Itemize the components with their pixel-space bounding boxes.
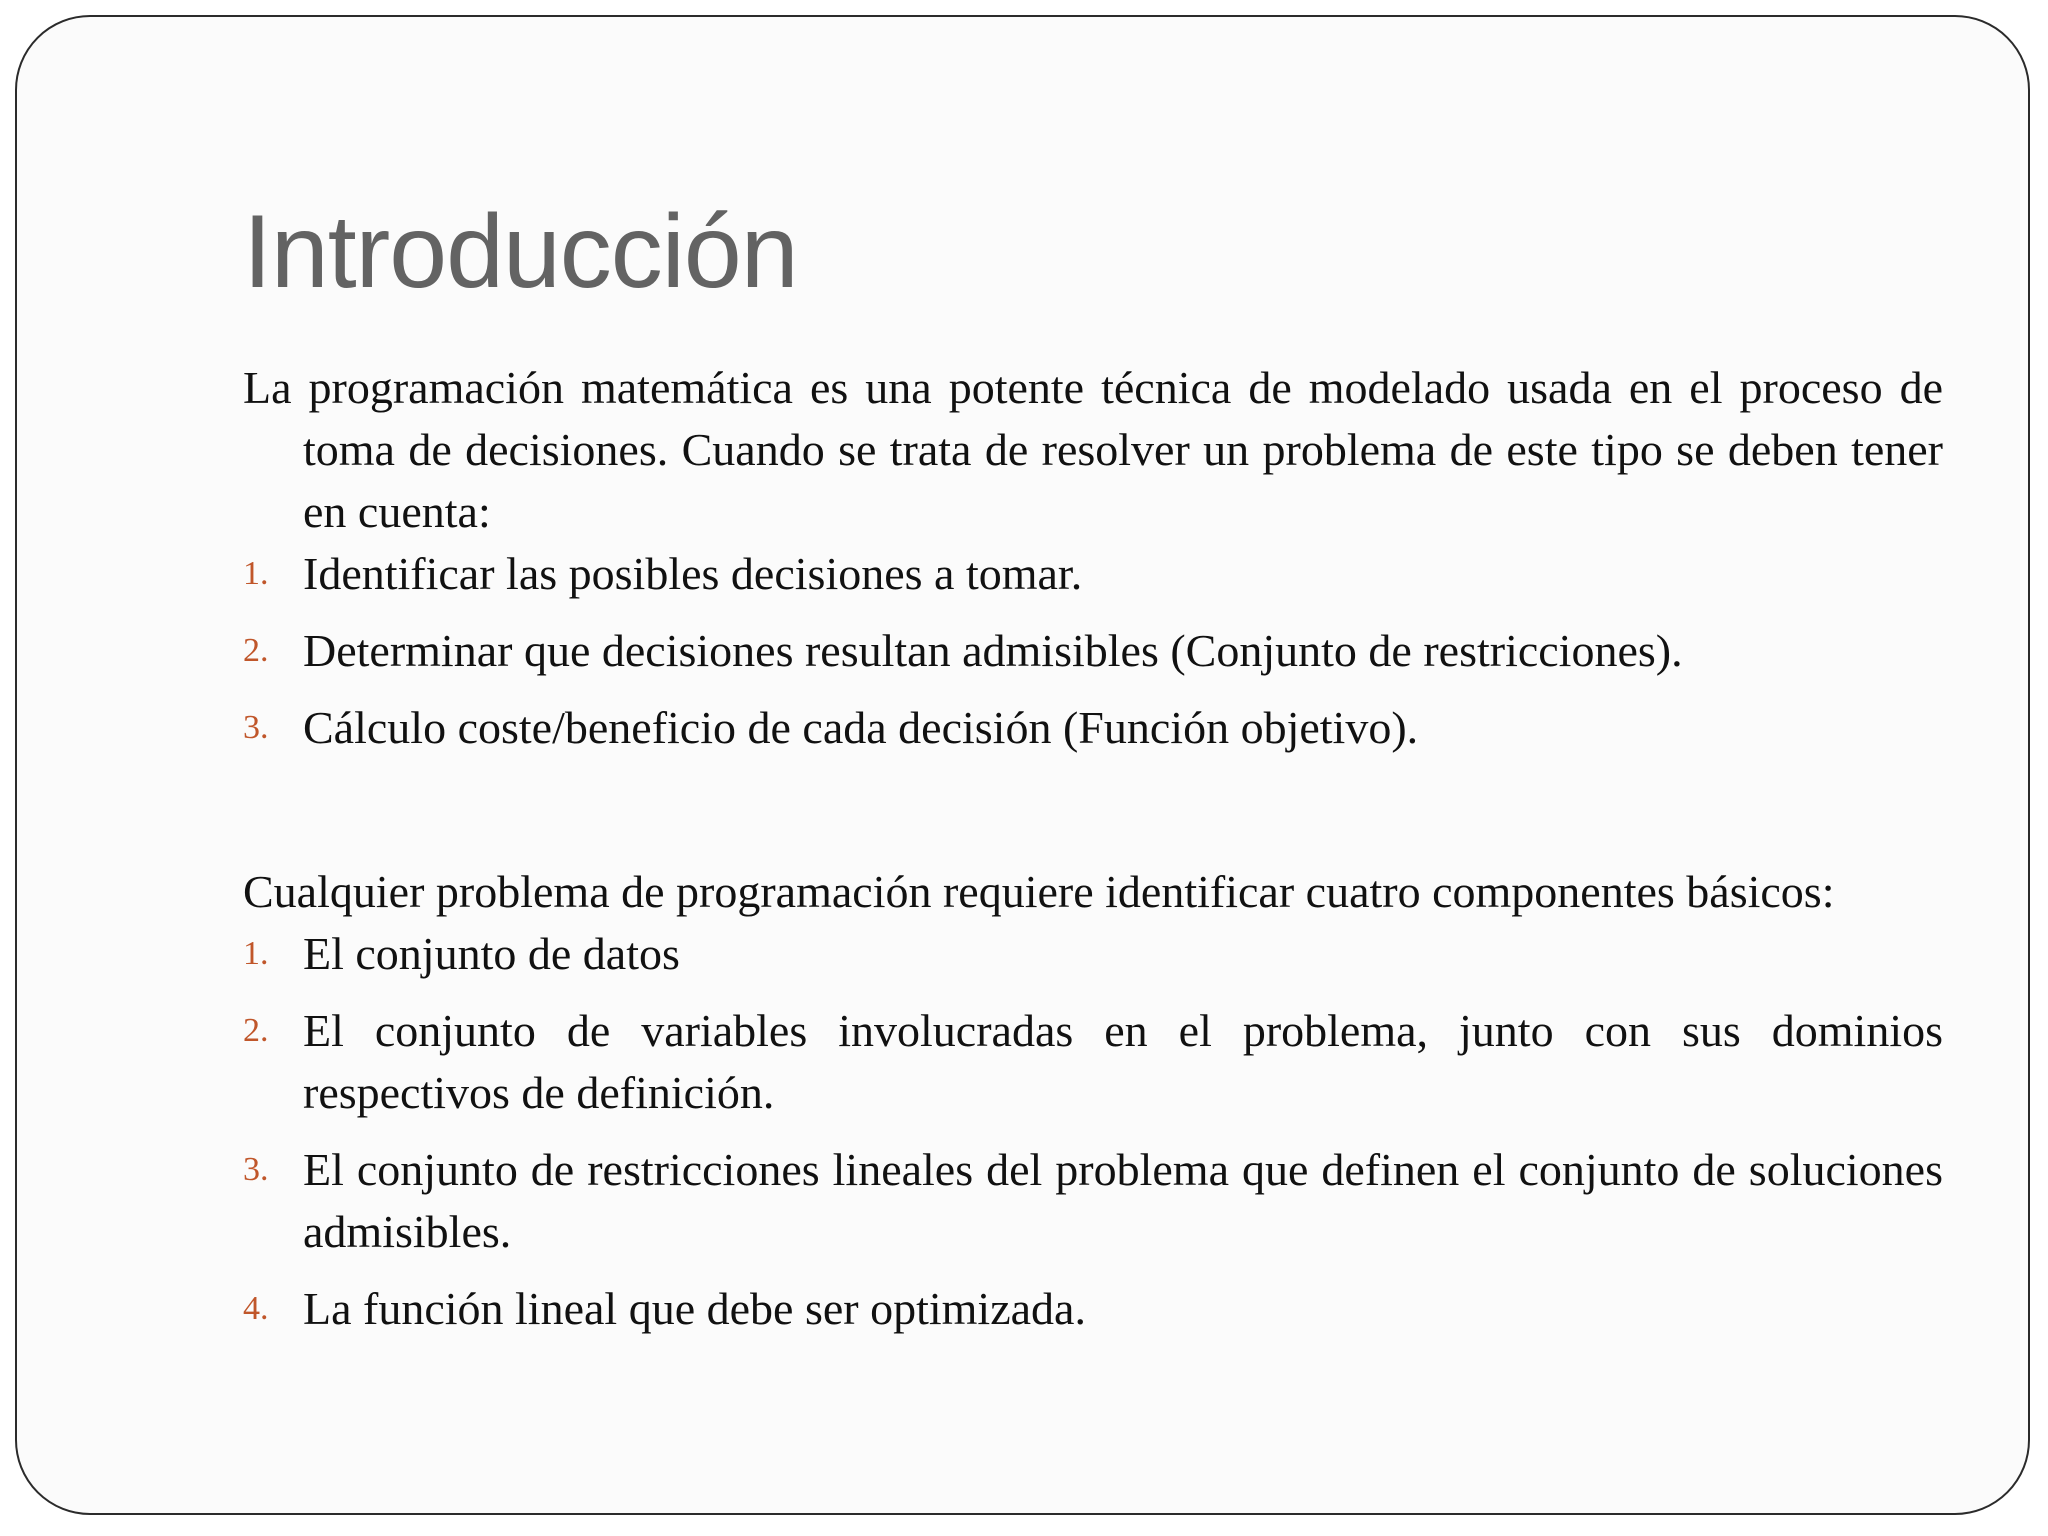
list-number: 4. (243, 1290, 269, 1327)
list-item (243, 923, 1943, 985)
list-item-text: La función lineal que debe ser optimizada. (303, 1283, 1086, 1334)
list-number: 1. (243, 555, 269, 592)
list-number: 3. (243, 1151, 269, 1188)
list-item (243, 543, 1943, 605)
list-item (243, 620, 1943, 682)
list-item-text: Cálculo coste/beneficio de cada decisión (Función objetivo). (303, 702, 1419, 753)
list-number: 1. (243, 935, 269, 972)
list-number: 2. (243, 632, 269, 669)
list-item (243, 1139, 1943, 1263)
components-list (243, 923, 1943, 1340)
list-number: 3. (243, 709, 269, 746)
intro-paragraph: La programación matemática es una potente técnica de modelado usada en el proceso de toma de decisiones. Cuando se trata de resolver un problema de este tipo se deben tener en cuenta: (243, 362, 1943, 537)
list-item (243, 697, 1943, 759)
slide-content (243, 357, 1943, 1340)
list-item-text: Determinar que decisiones resultan admisibles (Conjunto de restricciones). (303, 625, 1683, 676)
list-item-text: El conjunto de restricciones lineales del problema que definen el conjunto de soluciones admisibles. (303, 1144, 1943, 1257)
slide-frame (15, 15, 2030, 1515)
slide-title: Introducción (243, 194, 798, 310)
decision-steps-list (243, 543, 1943, 759)
components-paragraph: Cualquier problema de programación requiere identificar cuatro componentes básicos: (243, 866, 1835, 917)
list-item-text: El conjunto de variables involucradas en el problema, junto con sus dominios respectivos de definición. (303, 1005, 1943, 1118)
list-item-text: El conjunto de datos (303, 928, 680, 979)
list-item (243, 1000, 1943, 1124)
list-item (243, 1278, 1943, 1340)
list-item-text: Identificar las posibles decisiones a tomar. (303, 548, 1083, 599)
list-number: 2. (243, 1012, 269, 1049)
